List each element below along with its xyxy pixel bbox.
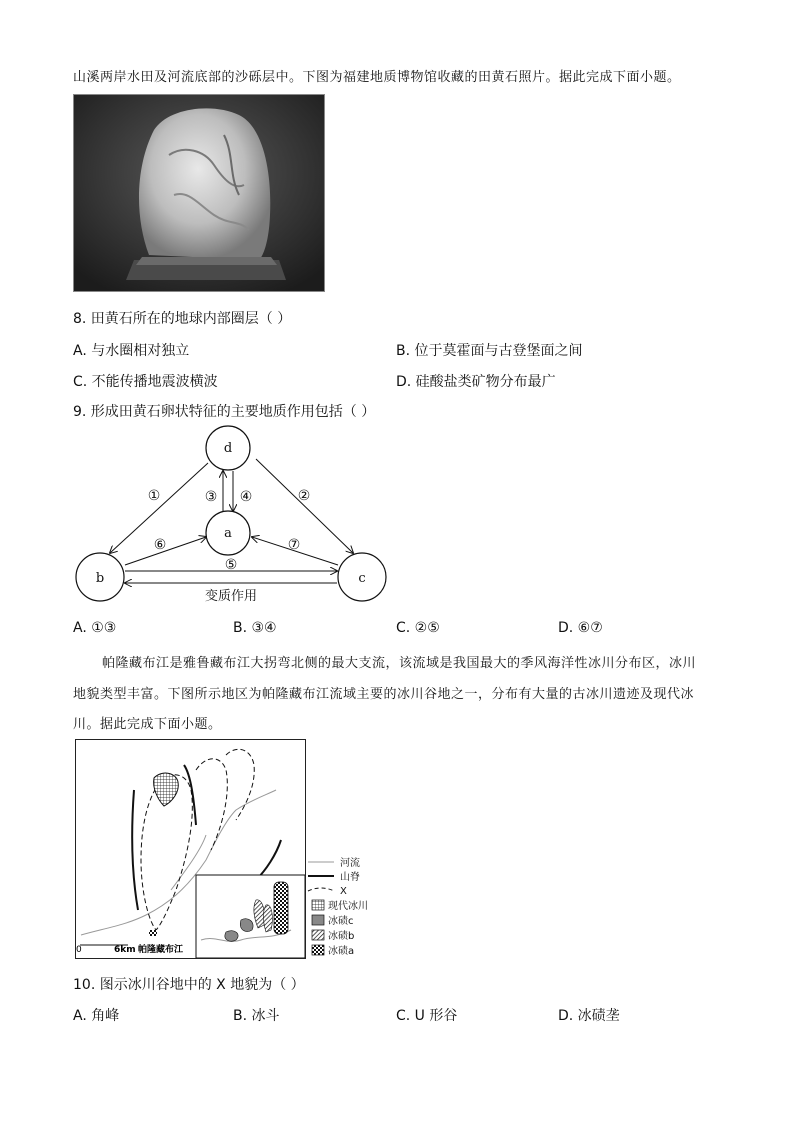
q9-option-a[interactable]: A. ①③ xyxy=(73,620,117,636)
legend-moraine-a-label: 冰碛a xyxy=(328,946,355,957)
map-legend xyxy=(306,853,396,963)
inset-frame xyxy=(196,875,305,958)
inset-moraine-c-2 xyxy=(225,931,238,941)
q8-option-a[interactable]: A. 与水圈相对独立 xyxy=(73,343,190,359)
node-c-label: c xyxy=(358,571,366,586)
inset-glacier xyxy=(274,882,288,934)
scale-label: 6km xyxy=(114,945,136,955)
label-3: ③ xyxy=(204,489,218,505)
legend-moraine-c-swatch xyxy=(312,915,324,925)
q8-option-d[interactable]: D. 硅酸盐类矿物分布最广 xyxy=(396,374,556,390)
label-4: ④ xyxy=(239,489,253,505)
label-1: ① xyxy=(147,488,161,504)
q8-option-b[interactable]: B. 位于莫霍面与古登堡面之间 xyxy=(396,343,583,359)
q9-stem: 9. 形成田黄石卵状特征的主要地质作用包括（ ） xyxy=(73,404,376,420)
label-7: ⑦ xyxy=(287,537,301,553)
arrow-2 xyxy=(256,459,353,553)
metamorphism-caption: 变质作用 xyxy=(204,589,258,604)
tianhuang-stone-photo xyxy=(73,94,325,292)
q8-option-c[interactable]: C. 不能传播地震波横波 xyxy=(73,374,218,390)
q9-option-b[interactable]: B. ③④ xyxy=(233,620,277,636)
legend-x-label: X xyxy=(340,886,347,897)
scale-zero: 0 xyxy=(76,945,82,955)
glacier-valley-map xyxy=(75,739,306,959)
ridge-line-2 xyxy=(184,765,196,825)
legend-moraine-c-label: 冰碛c xyxy=(328,916,354,927)
node-d-label: d xyxy=(223,441,233,456)
ridge-line-3 xyxy=(256,840,281,880)
q8-stem: 8. 田黄石所在的地球内部圈层（ ） xyxy=(73,311,292,327)
passage2-line-2: 地貌类型丰富。下图所示地区为帕隆藏布江流域主要的冰川谷地之一，分布有大量的古冰川遗迹及现代冰 xyxy=(73,687,695,702)
ridge-line-1 xyxy=(132,790,138,910)
legend-glacier-label: 现代冰川 xyxy=(328,901,368,912)
modern-glacier xyxy=(154,773,179,806)
x-valley-outline-2 xyxy=(196,759,227,850)
legend-moraine-b-swatch xyxy=(312,930,324,940)
label-6: ⑥ xyxy=(153,537,167,553)
label-5: ⑤ xyxy=(224,557,238,573)
passage2-line-1: 帕隆藏布江是雅鲁藏布江大拐弯北侧的最大支流，该流域是我国最大的季风海洋性冰川分布区，冰川 xyxy=(102,656,697,671)
intro-line: 山溪两岸水田及河流底部的沙砾层中。下图为福建地质博物馆收藏的田黄石照片。据此完成下面小题。 xyxy=(73,70,681,85)
rock-cycle-diagram xyxy=(70,425,400,610)
river-name-label: 帕隆藏布江 xyxy=(138,945,184,955)
q10-option-b[interactable]: B. 冰斗 xyxy=(233,1008,280,1024)
moraine-a-spot xyxy=(149,930,157,936)
q10-option-a[interactable]: A. 角峰 xyxy=(73,1008,120,1024)
q10-option-c[interactable]: C. U 形谷 xyxy=(396,1008,458,1024)
q9-option-c[interactable]: C. ②⑤ xyxy=(396,620,440,636)
legend-moraine-a-swatch xyxy=(312,945,324,955)
node-a-label: a xyxy=(224,526,232,541)
legend-ridge-label: 山脊 xyxy=(340,872,360,883)
node-b-label: b xyxy=(95,571,105,586)
legend-x-swatch xyxy=(308,888,334,891)
q9-option-d[interactable]: D. ⑥⑦ xyxy=(558,620,603,636)
legend-moraine-b-label: 冰碛b xyxy=(328,931,355,942)
legend-river-label: 河流 xyxy=(340,858,360,869)
inset-moraine-b-2 xyxy=(263,905,272,932)
passage2-line-3: 川。据此完成下面小题。 xyxy=(73,717,222,732)
q10-stem: 10. 图示冰川谷地中的 X 地貌为（ ） xyxy=(73,977,305,993)
q10-option-d[interactable]: D. 冰碛垄 xyxy=(558,1008,620,1024)
legend-glacier-swatch xyxy=(312,900,324,910)
label-2: ② xyxy=(297,488,311,504)
inset-moraine-c-1 xyxy=(240,919,253,932)
x-valley-outline-3 xyxy=(226,749,254,820)
